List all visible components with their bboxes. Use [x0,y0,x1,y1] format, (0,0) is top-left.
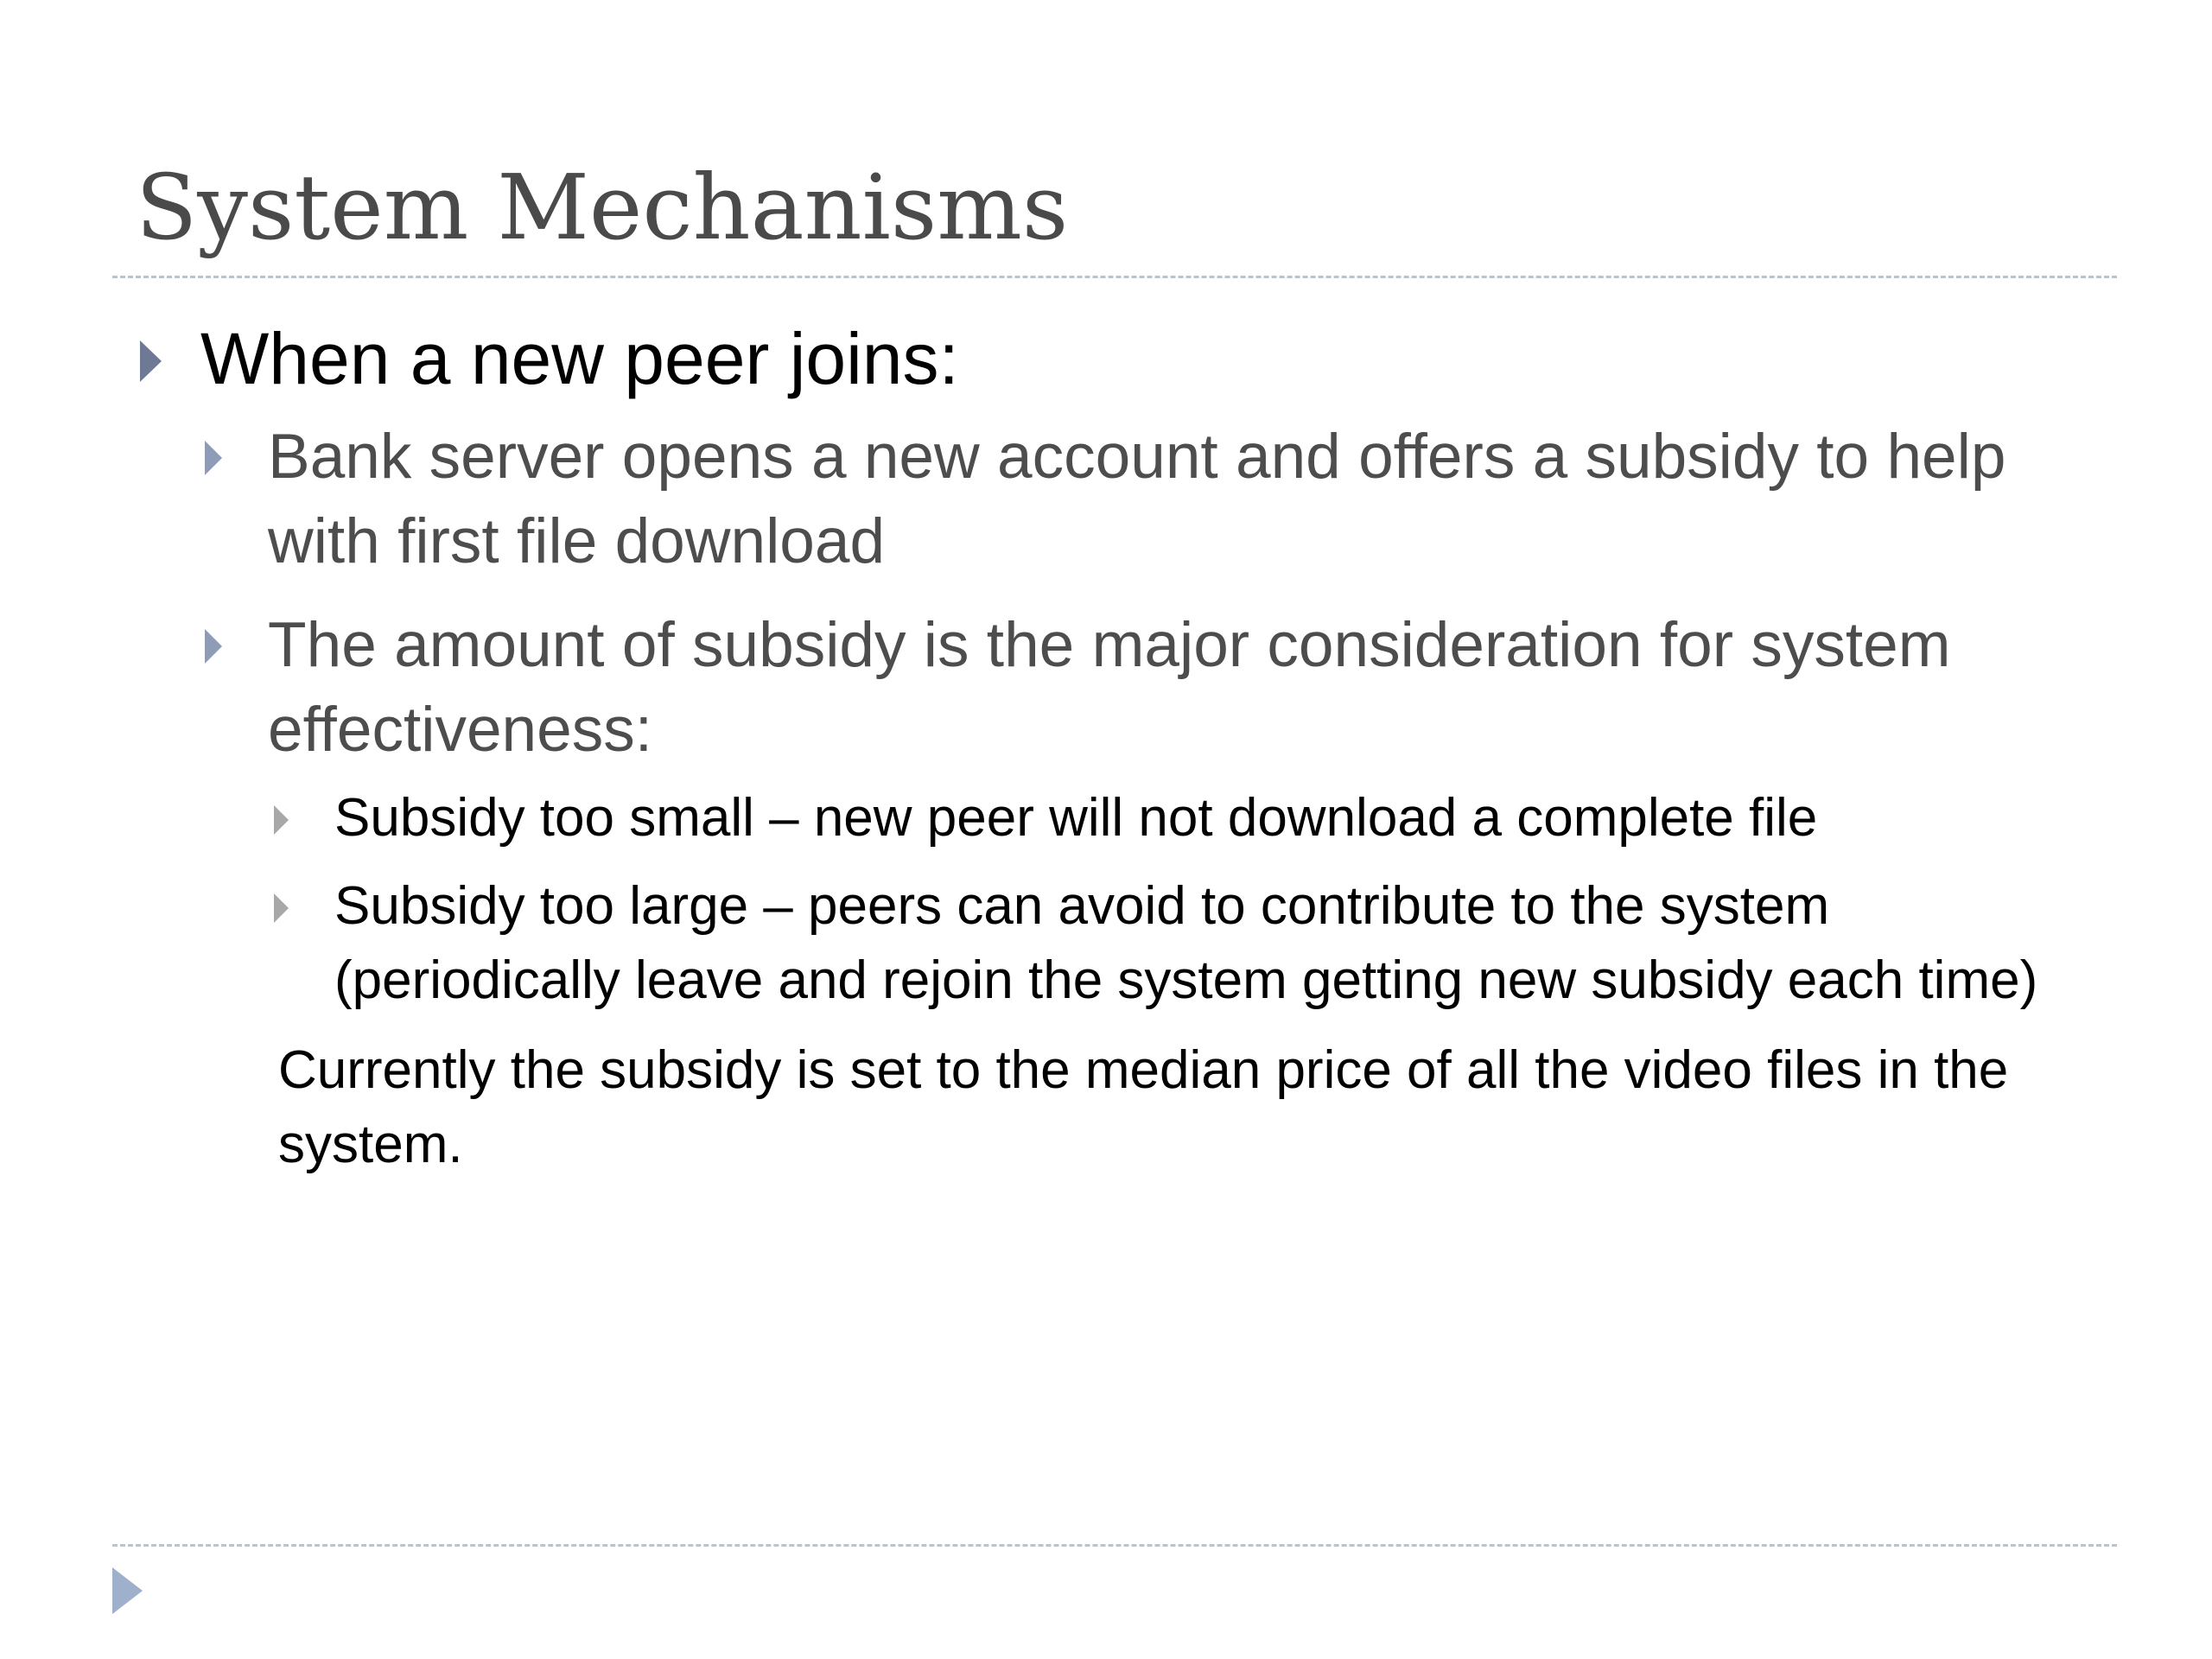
triangle-bullet-icon [205,629,222,664]
bullet-level2 [203,603,2080,772]
bullet-level3 [270,781,2080,855]
next-slide-arrow-icon[interactable] [112,1567,143,1614]
slide-title: System Mechanisms [136,155,1069,260]
bullet-text: When a new peer joins: [200,318,959,399]
triangle-bullet-icon [205,441,222,475]
bullet-level2 [203,415,2080,584]
triangle-bullet-icon [274,805,289,835]
triangle-bullet-icon [274,893,289,923]
bullet-level1 [136,311,2080,406]
bullet-text: The amount of subsidy is the major consideration for system effectiveness: [268,610,1951,765]
footer-divider [112,1544,2117,1547]
bullet-level3 [270,869,2080,1018]
slide-note: Currently the subsidy is set to the median price of all the video files in the system. [278,1040,2009,1174]
title-divider [112,276,2117,278]
bullet-text: Bank server opens a new account and offers a subsidy to help with first file download [268,422,2006,576]
triangle-bullet-icon [140,340,162,382]
slide-content [136,311,2080,1182]
bullet-text: Subsidy too large – peers can avoid to contribute to the system (periodically leave and rejoin the system getting new subsidy each time) [334,876,2038,1010]
bullet-text: Subsidy too small – new peer will not download a complete file [334,788,1818,848]
